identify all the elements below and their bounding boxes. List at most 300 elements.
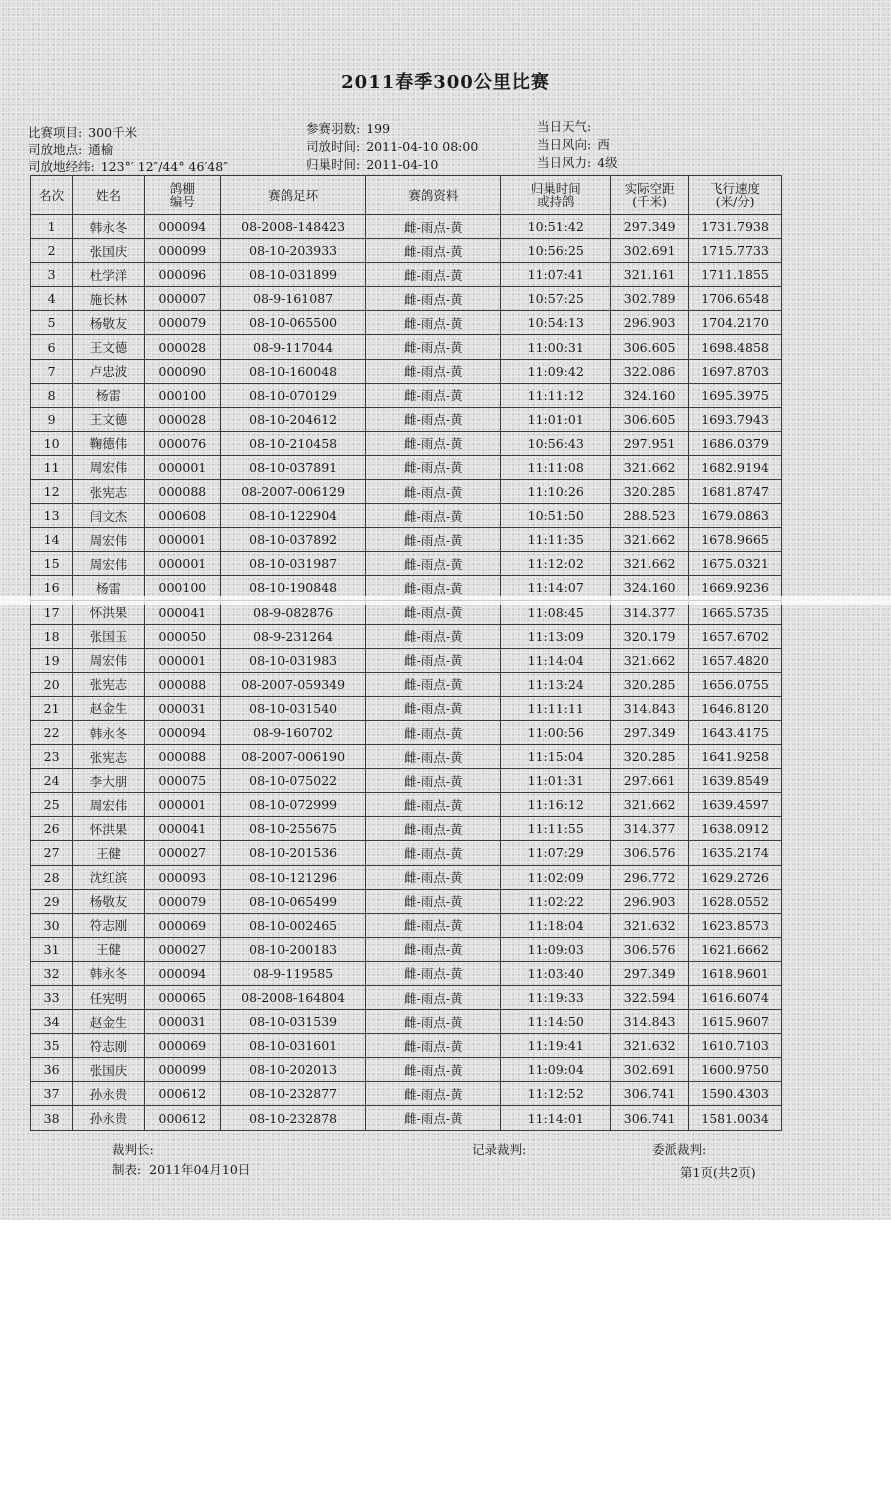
cell-rank: 6 (31, 335, 73, 359)
cell-name: 李大朋 (73, 769, 145, 793)
table-row (31, 407, 782, 431)
cell-bird-info: 雌-雨点-黄 (366, 769, 501, 793)
release-time-info (306, 137, 478, 155)
cell-distance: 321.662 (611, 648, 689, 672)
cell-arrival-time: 11:08:45 (501, 600, 611, 624)
cell-loft-id: 000079 (144, 311, 220, 335)
table-row (31, 696, 782, 720)
cell-name: 张国玉 (73, 624, 145, 648)
table-row (31, 1034, 782, 1058)
cell-bird-info: 雌-雨点-黄 (366, 455, 501, 479)
cell-ring-number: 08-2007-006190 (220, 745, 366, 769)
cell-distance: 324.160 (611, 383, 689, 407)
cell-name: 韩永冬 (73, 961, 145, 985)
cell-distance: 321.662 (611, 552, 689, 576)
cell-arrival-time: 11:10:26 (501, 480, 611, 504)
cell-distance: 302.789 (611, 287, 689, 311)
cell-arrival-time: 11:19:41 (501, 1034, 611, 1058)
cell-rank: 17 (31, 600, 73, 624)
cell-name: 赵金生 (73, 1010, 145, 1034)
table-row (31, 215, 782, 239)
cell-name: 周宏伟 (73, 528, 145, 552)
cell-arrival-time: 11:12:02 (501, 552, 611, 576)
cell-speed: 1629.2726 (689, 865, 782, 889)
cell-name: 张国庆 (73, 239, 145, 263)
table-row (31, 552, 782, 576)
cell-rank: 31 (31, 937, 73, 961)
release-time-label: 司放时间: (306, 139, 361, 154)
weather-label: 当日天气: (537, 119, 592, 134)
cell-speed: 1731.7938 (689, 215, 782, 239)
cell-arrival-time: 11:13:24 (501, 672, 611, 696)
cell-distance: 306.576 (611, 937, 689, 961)
wind-direction-info (537, 135, 610, 153)
cell-arrival-time: 10:51:50 (501, 504, 611, 528)
cell-arrival-time: 11:16:12 (501, 793, 611, 817)
cell-distance: 306.576 (611, 841, 689, 865)
cell-name: 沈红滨 (73, 865, 145, 889)
cell-name: 符志刚 (73, 1034, 145, 1058)
cell-rank: 11 (31, 455, 73, 479)
table-row (31, 1010, 782, 1034)
cell-name: 张宪志 (73, 745, 145, 769)
cell-bird-info: 雌-雨点-黄 (366, 961, 501, 985)
prepared-by (112, 1160, 250, 1178)
cell-arrival-time: 11:07:29 (501, 841, 611, 865)
cell-ring-number: 08-10-031987 (220, 552, 366, 576)
table-row (31, 937, 782, 961)
cell-loft-id: 000612 (144, 1106, 220, 1130)
weather-info (537, 117, 597, 135)
cell-bird-info: 雌-雨点-黄 (366, 600, 501, 624)
cell-rank: 35 (31, 1034, 73, 1058)
cell-speed: 1686.0379 (689, 431, 782, 455)
cell-bird-info: 雌-雨点-黄 (366, 841, 501, 865)
cell-speed: 1704.2170 (689, 311, 782, 335)
cell-loft-id: 000041 (144, 600, 220, 624)
page-indicator: 第1页(共2页) (680, 1165, 756, 1180)
cell-rank: 7 (31, 359, 73, 383)
cell-bird-info: 雌-雨点-黄 (366, 552, 501, 576)
table-row (31, 359, 782, 383)
cell-name: 符志刚 (73, 913, 145, 937)
cell-ring-number: 08-10-031899 (220, 263, 366, 287)
cell-speed: 1657.4820 (689, 648, 782, 672)
cell-bird-info: 雌-雨点-黄 (366, 937, 501, 961)
cell-loft-id: 000069 (144, 913, 220, 937)
cell-distance: 306.605 (611, 335, 689, 359)
cell-loft-id: 000027 (144, 937, 220, 961)
cell-ring-number: 08-10-232877 (220, 1082, 366, 1106)
cell-arrival-time: 10:51:42 (501, 215, 611, 239)
cell-arrival-time: 11:11:11 (501, 696, 611, 720)
cell-distance: 297.951 (611, 431, 689, 455)
cell-name: 赵金生 (73, 696, 145, 720)
cell-ring-number: 08-9-231264 (220, 624, 366, 648)
cell-bird-info: 雌-雨点-黄 (366, 793, 501, 817)
cell-loft-id: 000069 (144, 1034, 220, 1058)
header-name: 姓名 (73, 176, 145, 215)
cell-speed: 1695.3975 (689, 383, 782, 407)
cell-speed: 1711.1855 (689, 263, 782, 287)
prepared-date: 2011年04月10日 (149, 1162, 251, 1177)
release-place-label: 司放地点: (28, 142, 83, 157)
cell-distance: 296.772 (611, 865, 689, 889)
cell-bird-info: 雌-雨点-黄 (366, 865, 501, 889)
cell-rank: 21 (31, 696, 73, 720)
header-loft-id: 鸽棚 编号 (144, 176, 220, 215)
cell-loft-id: 000050 (144, 624, 220, 648)
cell-ring-number: 08-10-190848 (220, 576, 366, 600)
cell-loft-id: 000041 (144, 817, 220, 841)
cell-bird-info: 雌-雨点-黄 (366, 383, 501, 407)
cell-arrival-time: 11:09:04 (501, 1058, 611, 1082)
header-ring-number: 赛鸽足环 (220, 176, 366, 215)
page-title: 2011春季300公里比赛 (341, 72, 550, 93)
cell-loft-id: 000007 (144, 287, 220, 311)
cell-name: 鞠德伟 (73, 431, 145, 455)
cell-distance: 314.843 (611, 1010, 689, 1034)
cell-arrival-time: 10:54:13 (501, 311, 611, 335)
cell-ring-number: 08-10-204612 (220, 407, 366, 431)
cell-loft-id: 000001 (144, 528, 220, 552)
cell-speed: 1675.0321 (689, 552, 782, 576)
cell-bird-info: 雌-雨点-黄 (366, 504, 501, 528)
header-speed: 飞行速度 (米/分) (689, 176, 782, 215)
cell-ring-number: 08-10-210458 (220, 431, 366, 455)
cell-distance: 297.349 (611, 961, 689, 985)
cell-rank: 1 (31, 215, 73, 239)
cell-name: 闫文杰 (73, 504, 145, 528)
cell-ring-number: 08-10-201536 (220, 841, 366, 865)
cell-distance: 314.377 (611, 817, 689, 841)
cell-rank: 34 (31, 1010, 73, 1034)
return-time-value: 2011-04-10 (366, 157, 439, 172)
cell-name: 孙永贵 (73, 1106, 145, 1130)
cell-arrival-time: 11:12:52 (501, 1082, 611, 1106)
cell-loft-id: 000065 (144, 986, 220, 1010)
count-value: 199 (366, 121, 391, 136)
table-row (31, 311, 782, 335)
cell-distance: 306.741 (611, 1106, 689, 1130)
coords-value: 123°′ 12″/44° 46′48″ (100, 159, 228, 174)
cell-loft-id: 000096 (144, 263, 220, 287)
cell-rank: 13 (31, 504, 73, 528)
cell-distance: 320.179 (611, 624, 689, 648)
table-row (31, 961, 782, 985)
header-arrival-time: 归巢时间 或持鸽 (501, 176, 611, 215)
cell-ring-number: 08-10-202013 (220, 1058, 366, 1082)
event-value: 300千米 (88, 125, 138, 140)
cell-bird-info: 雌-雨点-黄 (366, 431, 501, 455)
count-label: 参赛羽数: (306, 121, 361, 136)
cell-distance: 302.691 (611, 239, 689, 263)
cell-speed: 1639.4597 (689, 793, 782, 817)
cell-ring-number: 08-10-232878 (220, 1106, 366, 1130)
cell-loft-id: 000094 (144, 720, 220, 744)
cell-distance: 321.632 (611, 913, 689, 937)
cell-bird-info: 雌-雨点-黄 (366, 287, 501, 311)
table-row (31, 504, 782, 528)
cell-distance: 297.661 (611, 769, 689, 793)
cell-speed: 1715.7733 (689, 239, 782, 263)
cell-bird-info: 雌-雨点-黄 (366, 576, 501, 600)
cell-bird-info: 雌-雨点-黄 (366, 263, 501, 287)
table-row (31, 455, 782, 479)
cell-ring-number: 08-10-031539 (220, 1010, 366, 1034)
table-row (31, 648, 782, 672)
cell-bird-info: 雌-雨点-黄 (366, 215, 501, 239)
cell-ring-number: 08-10-075022 (220, 769, 366, 793)
cell-distance: 321.662 (611, 455, 689, 479)
cell-arrival-time: 11:11:55 (501, 817, 611, 841)
cell-name: 任宪明 (73, 986, 145, 1010)
cell-arrival-time: 11:18:04 (501, 913, 611, 937)
cell-distance: 320.285 (611, 480, 689, 504)
cell-speed: 1615.9607 (689, 1010, 782, 1034)
cell-ring-number: 08-2008-164804 (220, 986, 366, 1010)
table-row (31, 1058, 782, 1082)
cell-rank: 14 (31, 528, 73, 552)
cell-bird-info: 雌-雨点-黄 (366, 335, 501, 359)
cell-ring-number: 08-9-119585 (220, 961, 366, 985)
cell-name: 王健 (73, 841, 145, 865)
cell-loft-id: 000027 (144, 841, 220, 865)
cell-arrival-time: 11:09:42 (501, 359, 611, 383)
cell-ring-number: 08-10-031983 (220, 648, 366, 672)
cell-distance: 320.285 (611, 672, 689, 696)
cell-loft-id: 000088 (144, 672, 220, 696)
cell-name: 张国庆 (73, 1058, 145, 1082)
cell-bird-info: 雌-雨点-黄 (366, 359, 501, 383)
cell-name: 怀洪果 (73, 600, 145, 624)
table-row (31, 672, 782, 696)
table-row (31, 745, 782, 769)
coords-info (28, 157, 228, 175)
cell-ring-number: 08-10-072999 (220, 793, 366, 817)
cell-bird-info: 雌-雨点-黄 (366, 407, 501, 431)
cell-distance: 320.285 (611, 745, 689, 769)
table-body (31, 215, 782, 1131)
cell-speed: 1618.9601 (689, 961, 782, 985)
cell-name: 张宪志 (73, 480, 145, 504)
cell-speed: 1646.8120 (689, 696, 782, 720)
cell-speed: 1698.4858 (689, 335, 782, 359)
cell-distance: 324.160 (611, 576, 689, 600)
table-row (31, 287, 782, 311)
cell-loft-id: 000099 (144, 1058, 220, 1082)
cell-name: 周宏伟 (73, 552, 145, 576)
cell-loft-id: 000001 (144, 793, 220, 817)
table-row (31, 263, 782, 287)
cell-bird-info: 雌-雨点-黄 (366, 913, 501, 937)
cell-bird-info: 雌-雨点-黄 (366, 1082, 501, 1106)
cell-loft-id: 000075 (144, 769, 220, 793)
cell-distance: 322.086 (611, 359, 689, 383)
cell-ring-number: 08-10-037891 (220, 455, 366, 479)
release-time-value: 2011-04-10 08:00 (366, 139, 479, 154)
cell-rank: 27 (31, 841, 73, 865)
cell-name: 杨敬友 (73, 311, 145, 335)
cell-rank: 12 (31, 480, 73, 504)
cell-distance: 321.161 (611, 263, 689, 287)
cell-arrival-time: 11:00:31 (501, 335, 611, 359)
cell-arrival-time: 11:14:01 (501, 1106, 611, 1130)
cell-distance: 306.605 (611, 407, 689, 431)
cell-ring-number: 08-10-255675 (220, 817, 366, 841)
cell-name: 韩永冬 (73, 720, 145, 744)
cell-rank: 10 (31, 431, 73, 455)
cell-rank: 22 (31, 720, 73, 744)
cell-arrival-time: 11:14:07 (501, 576, 611, 600)
wind-force-info (537, 153, 618, 171)
table-row (31, 383, 782, 407)
cell-distance: 314.843 (611, 696, 689, 720)
cell-loft-id: 000088 (144, 745, 220, 769)
cell-rank: 38 (31, 1106, 73, 1130)
cell-loft-id: 000088 (144, 480, 220, 504)
cell-bird-info: 雌-雨点-黄 (366, 1106, 501, 1130)
cell-arrival-time: 10:57:25 (501, 287, 611, 311)
cell-name: 周宏伟 (73, 648, 145, 672)
cell-loft-id: 000099 (144, 239, 220, 263)
wind-direction-value: 西 (597, 137, 610, 152)
cell-speed: 1621.6662 (689, 937, 782, 961)
cell-speed: 1665.5735 (689, 600, 782, 624)
cell-name: 杨雷 (73, 383, 145, 407)
cell-loft-id: 000031 (144, 1010, 220, 1034)
table-row (31, 913, 782, 937)
cell-speed: 1697.8703 (689, 359, 782, 383)
cell-name: 杜学洋 (73, 263, 145, 287)
cell-rank: 36 (31, 1058, 73, 1082)
table-row (31, 624, 782, 648)
cell-rank: 25 (31, 793, 73, 817)
wind-force-label: 当日风力: (537, 155, 592, 170)
table-header-row (31, 176, 782, 215)
cell-speed: 1693.7943 (689, 407, 782, 431)
cell-loft-id: 000028 (144, 407, 220, 431)
table-row (31, 528, 782, 552)
header-distance: 实际空距 (千米) (611, 176, 689, 215)
cell-speed: 1623.8573 (689, 913, 782, 937)
cell-loft-id: 000094 (144, 961, 220, 985)
cell-rank: 30 (31, 913, 73, 937)
cell-rank: 33 (31, 986, 73, 1010)
cell-loft-id: 000076 (144, 431, 220, 455)
cell-loft-id: 000001 (144, 648, 220, 672)
cell-speed: 1638.0912 (689, 817, 782, 841)
appointed-referee-label: 委派裁判: (652, 1142, 707, 1157)
cell-rank: 4 (31, 287, 73, 311)
cell-distance: 322.594 (611, 986, 689, 1010)
cell-ring-number: 08-9-117044 (220, 335, 366, 359)
cell-arrival-time: 11:09:03 (501, 937, 611, 961)
table-row (31, 239, 782, 263)
cell-rank: 20 (31, 672, 73, 696)
cell-arrival-time: 11:02:09 (501, 865, 611, 889)
cell-arrival-time: 11:14:50 (501, 1010, 611, 1034)
cell-speed: 1635.2174 (689, 841, 782, 865)
cell-bird-info: 雌-雨点-黄 (366, 1010, 501, 1034)
cell-ring-number: 08-10-122904 (220, 504, 366, 528)
cell-distance: 314.377 (611, 600, 689, 624)
header-rank: 名次 (31, 176, 73, 215)
cell-rank: 8 (31, 383, 73, 407)
cell-ring-number: 08-10-070129 (220, 383, 366, 407)
table-row (31, 431, 782, 455)
cell-name: 周宏伟 (73, 793, 145, 817)
cell-bird-info: 雌-雨点-黄 (366, 480, 501, 504)
cell-bird-info: 雌-雨点-黄 (366, 696, 501, 720)
cell-arrival-time: 11:11:08 (501, 455, 611, 479)
cell-ring-number: 08-10-200183 (220, 937, 366, 961)
table-row (31, 793, 782, 817)
cell-ring-number: 08-9-160702 (220, 720, 366, 744)
cell-speed: 1656.0755 (689, 672, 782, 696)
return-time-label: 归巢时间: (306, 157, 361, 172)
cell-arrival-time: 11:01:01 (501, 407, 611, 431)
cell-arrival-time: 11:19:33 (501, 986, 611, 1010)
cell-ring-number: 08-10-065500 (220, 311, 366, 335)
cell-rank: 9 (31, 407, 73, 431)
cell-loft-id: 000079 (144, 889, 220, 913)
table-row (31, 720, 782, 744)
cell-speed: 1628.0552 (689, 889, 782, 913)
cell-speed: 1643.4175 (689, 720, 782, 744)
cell-rank: 5 (31, 311, 73, 335)
cell-distance: 302.691 (611, 1058, 689, 1082)
cell-rank: 37 (31, 1082, 73, 1106)
count-info (306, 119, 390, 137)
cell-rank: 32 (31, 961, 73, 985)
cell-arrival-time: 11:13:09 (501, 624, 611, 648)
table-row (31, 1106, 782, 1130)
cell-distance: 321.662 (611, 793, 689, 817)
cell-arrival-time: 11:00:56 (501, 720, 611, 744)
cell-ring-number: 08-10-031540 (220, 696, 366, 720)
cell-speed: 1706.6548 (689, 287, 782, 311)
wind-direction-label: 当日风向: (537, 137, 592, 152)
event-info (28, 123, 137, 141)
cell-speed: 1657.6702 (689, 624, 782, 648)
cell-rank: 26 (31, 817, 73, 841)
cell-name: 杨敬友 (73, 889, 145, 913)
return-time-info (306, 155, 438, 173)
cell-distance: 297.349 (611, 720, 689, 744)
cell-arrival-time: 10:56:25 (501, 239, 611, 263)
cell-loft-id: 000093 (144, 865, 220, 889)
cell-bird-info: 雌-雨点-黄 (366, 239, 501, 263)
cell-rank: 24 (31, 769, 73, 793)
cell-rank: 28 (31, 865, 73, 889)
cell-distance: 296.903 (611, 889, 689, 913)
cell-speed: 1682.9194 (689, 455, 782, 479)
cell-arrival-time: 11:11:35 (501, 528, 611, 552)
cell-ring-number: 08-2007-059349 (220, 672, 366, 696)
cell-name: 周宏伟 (73, 455, 145, 479)
chief-referee-label: 裁判长: (112, 1142, 154, 1157)
table-row (31, 769, 782, 793)
cell-arrival-time: 11:02:22 (501, 889, 611, 913)
cell-bird-info: 雌-雨点-黄 (366, 986, 501, 1010)
cell-speed: 1610.7103 (689, 1034, 782, 1058)
cell-loft-id: 000100 (144, 383, 220, 407)
cell-speed: 1581.0034 (689, 1106, 782, 1130)
cell-bird-info: 雌-雨点-黄 (366, 311, 501, 335)
cell-speed: 1639.8549 (689, 769, 782, 793)
cell-speed: 1678.9665 (689, 528, 782, 552)
